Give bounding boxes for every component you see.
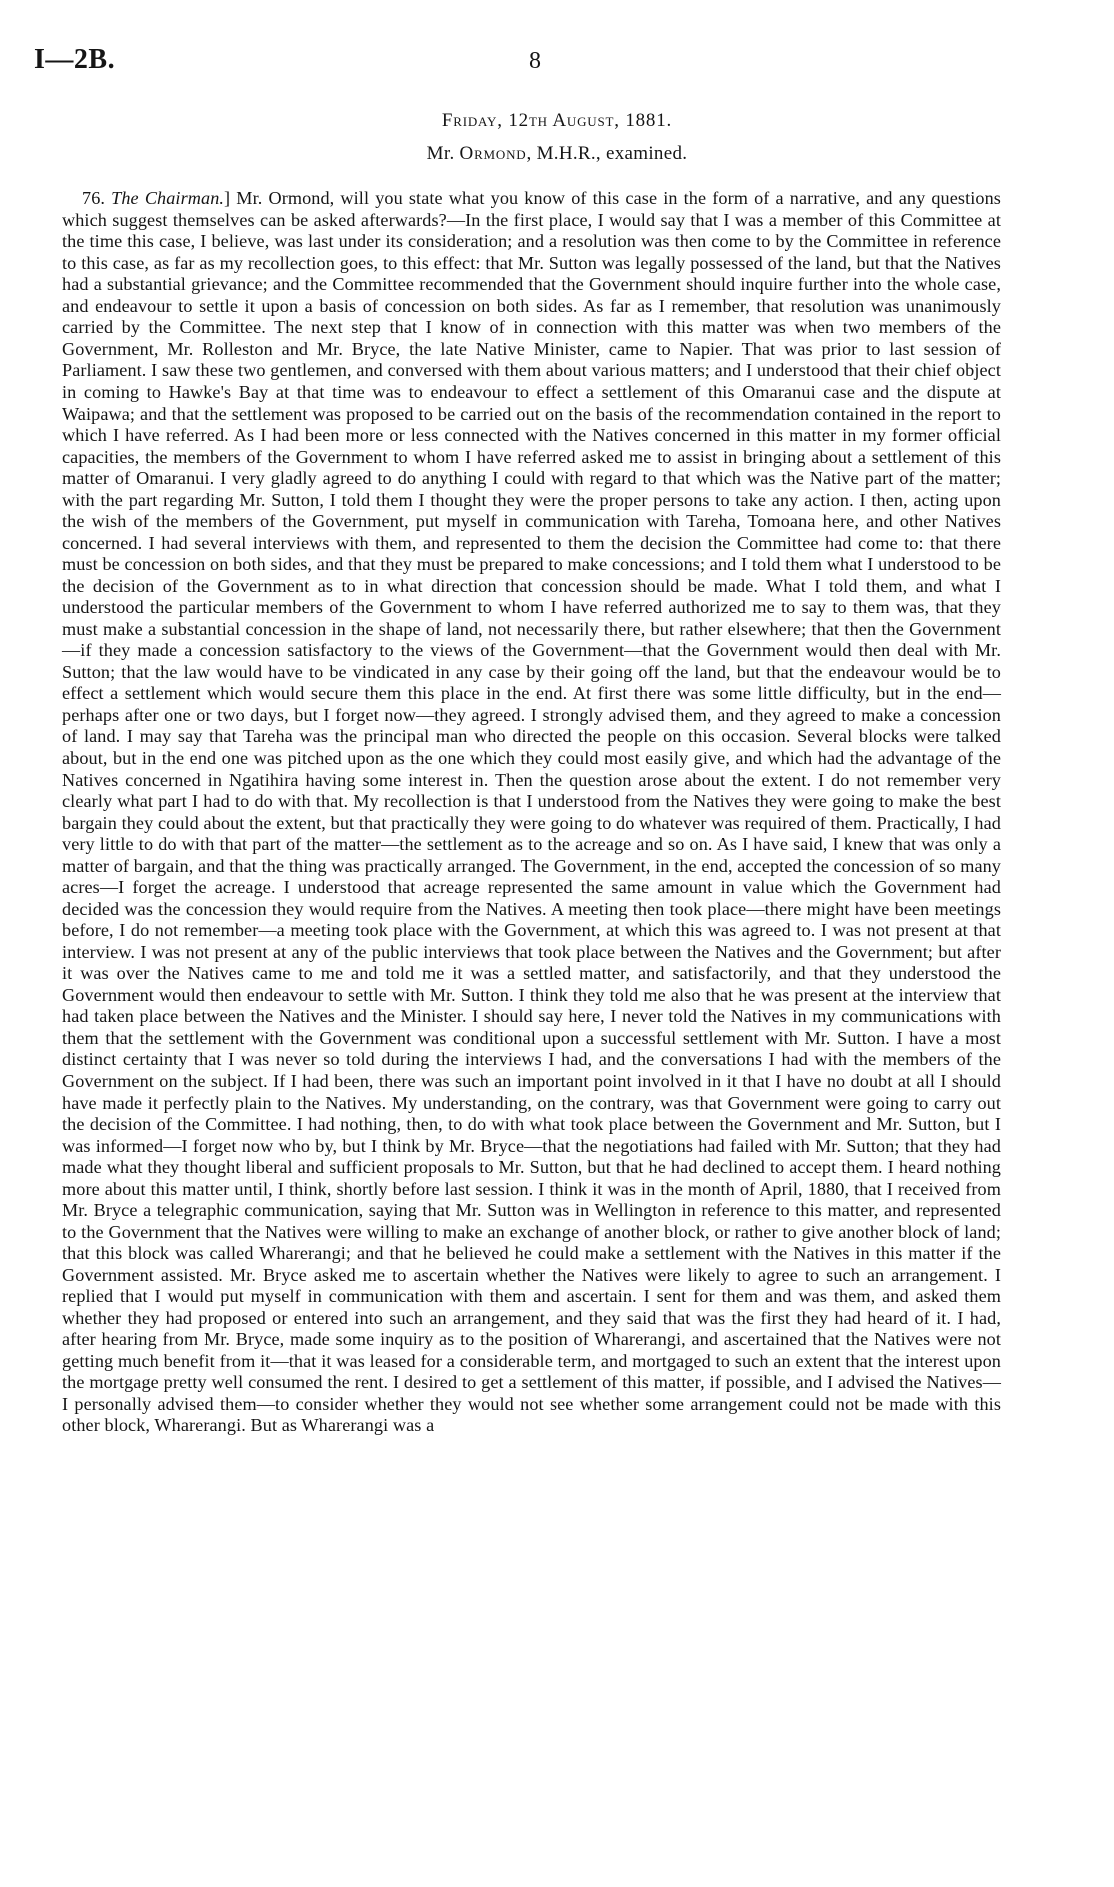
- question-number: 76.: [82, 188, 106, 209]
- witness-prefix: Mr.: [426, 143, 460, 164]
- question-bracket: ]: [224, 188, 231, 209]
- page-header: [34, 44, 1074, 84]
- testimony-text: Mr. Ormond, will you state what you know of this case in the form of a narrative, and any questions which suggest themselves can be asked afterwards?—In the first place, I would say that I was a member of this Committee at the time this case, I believe, was last under its consideration; and a resolution was then come to by the Committee in reference to this case, as far as my recollection goes, to this effect: that Mr. Sutton was legally possessed of the land, but that the Natives had a substantial grievance; and the Committee recommended that the Government should inquire further into the whole case, and endeavour to settle it upon a basis of concession on both sides. As far as I remember, that resolution was unanimously carried by the Committee. The next step that I know of in connection with this matter was when two members of the Government, Mr. Rolleston and Mr. Bryce, the late Native Minister, came to Napier. That was prior to last session of Parliament. I saw these two gentlemen, and conversed with them about various matters; and I understood that their chief object in coming to Hawke's Bay at that time was to endeavour to effect a settlement of this Omaranui case and the dispute at Waipawa; and that the settlement was proposed to be carried out on the basis of the recommendation contained in the report to which I have referred. As I had been more or less connected with the Natives concerned in this matter in my former official capacities, the members of the Government to whom I have referred asked me to assist in bringing about a settlement of this matter of Omaranui. I very gladly agreed to do anything I could with regard to that which was the Native part of the matter; with the part regarding Mr. Sutton, I told them I thought they were the proper persons to take any action. I then, acting upon the wish of the members of the Government, put myself in communication with Tareha, Tomoana here, and other Natives concerned. I had several interviews with them, and represented to them the decision the Committee had come to: that there must be concession on both sides, and that they must be prepared to make concessions; and I told them what I understood to be the decision of the Government as to in what direction that concession should be made. What I told them, and what I understood the particular members of the Government to whom I have referred authorized me to say to them was, that they must make a substantial concession in the shape of land, not necessarily there, but rather elsewhere; that then the Government—if they made a concession satisfactory to the views of the Government—that the Government would then deal with Mr. Sutton; that the law would have to be vindicated in any case by their going off the land, but that the endeavour would be to effect a settlement which would secure them this place in the end. At first there was some little difficulty, but in the end—perhaps after one or two days, but I forget now—they agreed. I strongly advised them, and they agreed to make a concession of land. I may say that Tareha was the principal man who directed the people on this occasion. Several blocks were talked about, but in the end one was pitched upon as the one which they could most easily give, and which had the advantage of the Natives concerned in Ngatihira having some interest in. Then the question arose about the extent. I do not remember very clearly what part I had to do with that. My recollection is that I understood from the Natives they were going to make the best bargain they could about the extent, but that practically they were going to do whatever was required of them. Practically, I had very little to do with that part of the matter—the settlement as to the acreage and so on. As I have said, I knew that was only a matter of bargain, and that the thing was practically arranged. The Government, in the end, accepted the concession of so many acres—I forget the acreage. I understood that acreage represented the same amount in value which the Government had decided was the concession they would require from the Natives. A meeting then took place—there might have been meetings before, I do not remember—a meeting took place with the Government, at which this was agreed to. I was not present at that interview. I was not present at any of the public interviews that took place between the Natives and the Government; but after it was over the Natives came to me and told me it was a settled matter, and satisfactorily, and that they understood the Government would then endeavour to settle with Mr. Sutton. I think they told me also that he was present at the interview that had taken place between the Natives and the Minister. I should say here, I never told the Natives in my communications with them that the settlement with the Government was conditional upon a successful settlement with Mr. Sutton. I have a most distinct certainty that I was never so told during the interviews I had, and the conversations I had with the members of the Government on the subject. If I had been, there was such an important point involved in it that I have no doubt at all I should have made it perfectly plain to the Natives. My understanding, on the contrary, was that Government were going to carry out the decision of the Committee. I had nothing, then, to do with what took place between the Government and Mr. Sutton, but I was informed—I forget now who by, but I think by Mr. Bryce—that the negotiations had failed with Mr. Sutton; that they had made what they thought liberal and sufficient proposals to Mr. Sutton, but that he had declined to accept them. I heard nothing more about this matter until, I think, shortly before last session. I think it was in the month of April, 1880, that I received from Mr. Bryce a telegraphic communication, saying that Mr. Sutton was in Wellington in reference to this matter, and represented to the Government that the Natives were willing to make an exchange of another block, or rather to give another block of land; that this block was called Wharerangi; and that he believed he could make a settlement with the Natives in this matter if the Government assisted. Mr. Bryce asked me to ascertain whether the Natives were likely to agree to such an arrangement. I replied that I would put myself in communication with them and ascertain. I sent for them and was them, and asked them whether they had proposed or entered into such an arrangement, and they said that was the first they had heard of it. I had, after hearing from Mr. Bryce, made some inquiry as to the position of Wharerangi, and ascertained that the Natives were not getting much benefit from it—that it was leased for a considerable term, and mortgaged to such an extent that the interest upon the mortgage pretty well consumed the rent. I desired to get a settlement of this matter, if possible, and I advised the Natives—I personally advised them—to consider whether they would not see whether some arrangement could not be made with this other block, Wharerangi. But as Wharerangi was a: [62, 188, 1001, 1436]
- testimony-paragraph: [62, 188, 1001, 1437]
- witness-suffix: , M.H.R., examined.: [526, 143, 688, 164]
- document-reference: I—2B.: [34, 44, 116, 75]
- question-speaker: The Chairman.: [111, 188, 225, 209]
- page-number: 8: [529, 48, 541, 74]
- witness-heading: [0, 143, 1114, 165]
- session-date-heading: Friday, 12th August, 1881.: [441, 110, 673, 131]
- witness-name: Ormond: [459, 143, 527, 164]
